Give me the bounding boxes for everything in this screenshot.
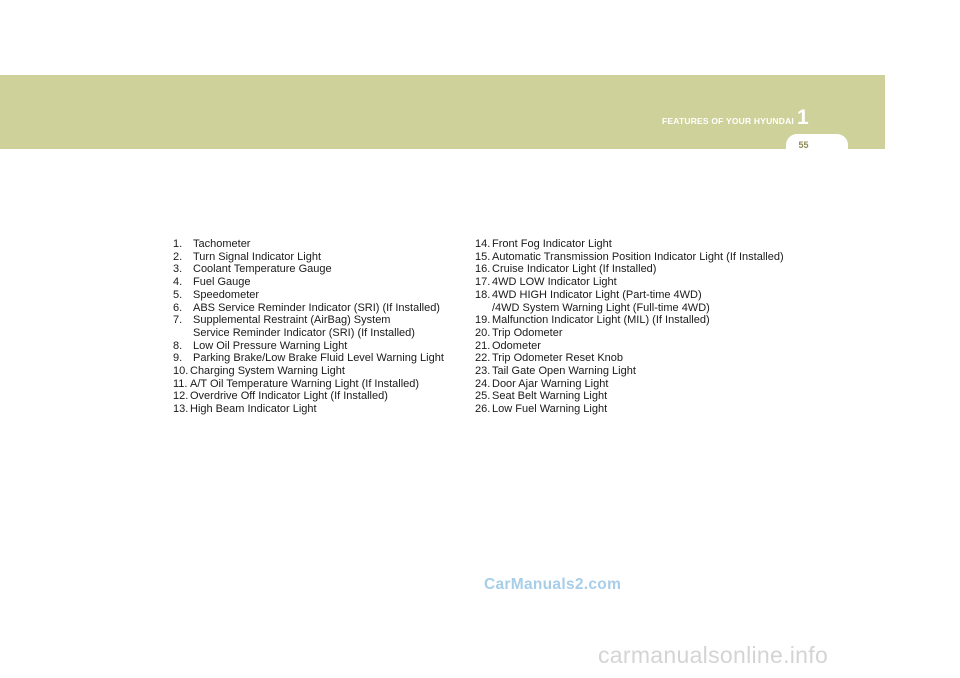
list-item-number: 22. (475, 352, 491, 365)
list-item-line: ABS Service Reminder Indicator (SRI) (If Installed) (193, 301, 440, 314)
list-item-text (492, 378, 608, 391)
list-item-number: 25. (475, 390, 491, 403)
list-item-number: 4. (173, 276, 183, 289)
list-item-line: 4WD LOW Indicator Light (492, 276, 617, 289)
list-item-line: Low Oil Pressure Warning Light (193, 339, 348, 352)
chapter-number: 1 (797, 106, 809, 129)
list-item-line: Turn Signal Indicator Light (193, 250, 321, 263)
list-item-line: Tail Gate Open Warning Light (492, 365, 636, 378)
list-item-text (492, 276, 617, 289)
list-item-line: Coolant Temperature Gauge (193, 263, 332, 276)
list-item-line: High Beam Indicator Light (190, 403, 317, 416)
list-item-number: 23. (475, 365, 491, 378)
list-item-text (492, 263, 656, 276)
list-item-number: 15. (475, 250, 491, 263)
list-item-line: Low Fuel Warning Light (492, 403, 608, 416)
list-item-text (190, 378, 419, 391)
list-item-number: 20. (475, 326, 491, 339)
indicator-list-left (173, 238, 473, 416)
list-item (475, 352, 805, 365)
page-number: 55 (798, 140, 809, 150)
list-item-line: 4WD HIGH Indicator Light (Part-time 4WD) (492, 288, 702, 301)
list-item (173, 238, 473, 251)
list-item-number: 21. (475, 339, 491, 352)
list-item-text (190, 403, 317, 416)
list-item (173, 378, 473, 391)
list-item-text (193, 238, 250, 251)
list-item-text (193, 251, 321, 264)
list-item (173, 302, 473, 315)
list-item (475, 251, 805, 264)
list-item-text (193, 302, 440, 315)
list-item-text (193, 340, 347, 353)
list-item (173, 263, 473, 276)
list-item-line: Tachometer (193, 238, 251, 250)
list-item-text (492, 352, 623, 365)
list-item (173, 340, 473, 353)
list-item (475, 378, 805, 391)
list-item-number: 1. (173, 238, 183, 250)
list-item (173, 390, 473, 403)
header-band (0, 75, 885, 149)
list-item-text (492, 314, 710, 327)
list-item-number: 12. (173, 390, 189, 403)
list-item-text (492, 390, 607, 403)
list-item-text (492, 289, 710, 314)
list-item-text (190, 390, 388, 403)
list-item (173, 352, 473, 365)
list-item (173, 365, 473, 378)
list-item-number: 16. (475, 263, 491, 276)
list-item-number: 24. (475, 377, 491, 390)
list-item-line: Door Ajar Warning Light (492, 377, 609, 390)
indicator-list-right (475, 238, 805, 416)
list-item (475, 289, 805, 314)
watermark-carmanualsonline[interactable]: carmanualsonline.info (598, 642, 829, 668)
list-item-line: Seat Belt Warning Light (492, 390, 608, 403)
list-item-line: Cruise Indicator Light (If Installed) (492, 263, 657, 276)
list-item-number: 3. (173, 263, 183, 276)
list-item-number: 14. (475, 238, 491, 250)
list-item-text (492, 340, 541, 353)
list-item-number: 10. (173, 365, 189, 378)
list-item-number: 2. (173, 250, 183, 263)
watermark-carmanuals2[interactable]: CarManuals2.com (484, 576, 622, 593)
list-item-line: Overdrive Off Indicator Light (If Installed) (190, 390, 388, 403)
list-item-line: Speedometer (193, 288, 260, 301)
list-item (475, 390, 805, 403)
list-item-text (492, 251, 784, 264)
list-item-text (193, 289, 259, 302)
list-item-line: Trip Odometer (492, 326, 563, 339)
list-item-text (193, 352, 444, 365)
list-item (475, 327, 805, 340)
list-item (475, 276, 805, 289)
list-item-line: Malfunction Indicator Light (MIL) (If Installed) (492, 314, 710, 327)
list-item-line: Automatic Transmission Position Indicator Light (If Installed) (492, 250, 784, 263)
list-item-number: 26. (475, 403, 491, 416)
list-item-text (492, 238, 612, 251)
list-item (475, 238, 805, 251)
list-item-line: Front Fog Indicator Light (492, 238, 612, 250)
list-item-line: Odometer (492, 339, 541, 352)
list-item (173, 403, 473, 416)
list-item (475, 314, 805, 327)
list-item (173, 289, 473, 302)
list-item-line: /4WD System Warning Light (Full-time 4WD) (492, 301, 710, 314)
list-item-number: 8. (173, 339, 183, 352)
list-item (475, 403, 805, 416)
list-item (173, 314, 473, 339)
list-item-line: Charging System Warning Light (190, 365, 345, 378)
section-title: FEATURES OF YOUR HYUNDAI (662, 116, 794, 126)
list-item-line: Service Reminder Indicator (SRI) (If Installed) (193, 326, 415, 339)
list-item-text (190, 365, 345, 378)
list-item-number: 5. (173, 288, 183, 301)
list-item-line: A/T Oil Temperature Warning Light (If Installed) (190, 377, 420, 390)
list-item-number: 9. (173, 352, 183, 365)
list-item-number: 19. (475, 314, 491, 327)
list-item-number: 18. (475, 288, 491, 301)
list-item-number: 17. (475, 276, 491, 289)
list-item-text (492, 327, 563, 340)
list-item-text (492, 365, 636, 378)
list-item-number: 11. (173, 377, 188, 390)
list-item (173, 276, 473, 289)
list-item (475, 263, 805, 276)
list-item-text (492, 403, 607, 416)
list-item-line: Parking Brake/Low Brake Fluid Level Warning Light (193, 352, 444, 365)
list-item-number: 13. (173, 403, 189, 416)
list-item-line: Trip Odometer Reset Knob (492, 352, 624, 365)
list-item-text (193, 314, 415, 339)
list-item (173, 251, 473, 264)
list-item-text (193, 276, 250, 289)
list-item-text (193, 263, 332, 276)
list-item-number: 7. (173, 314, 183, 327)
list-item (475, 340, 805, 353)
list-item (475, 365, 805, 378)
list-item-number: 6. (173, 301, 183, 314)
list-item-line: Supplemental Restraint (AirBag) System (193, 314, 391, 327)
list-item-line: Fuel Gauge (193, 276, 251, 289)
